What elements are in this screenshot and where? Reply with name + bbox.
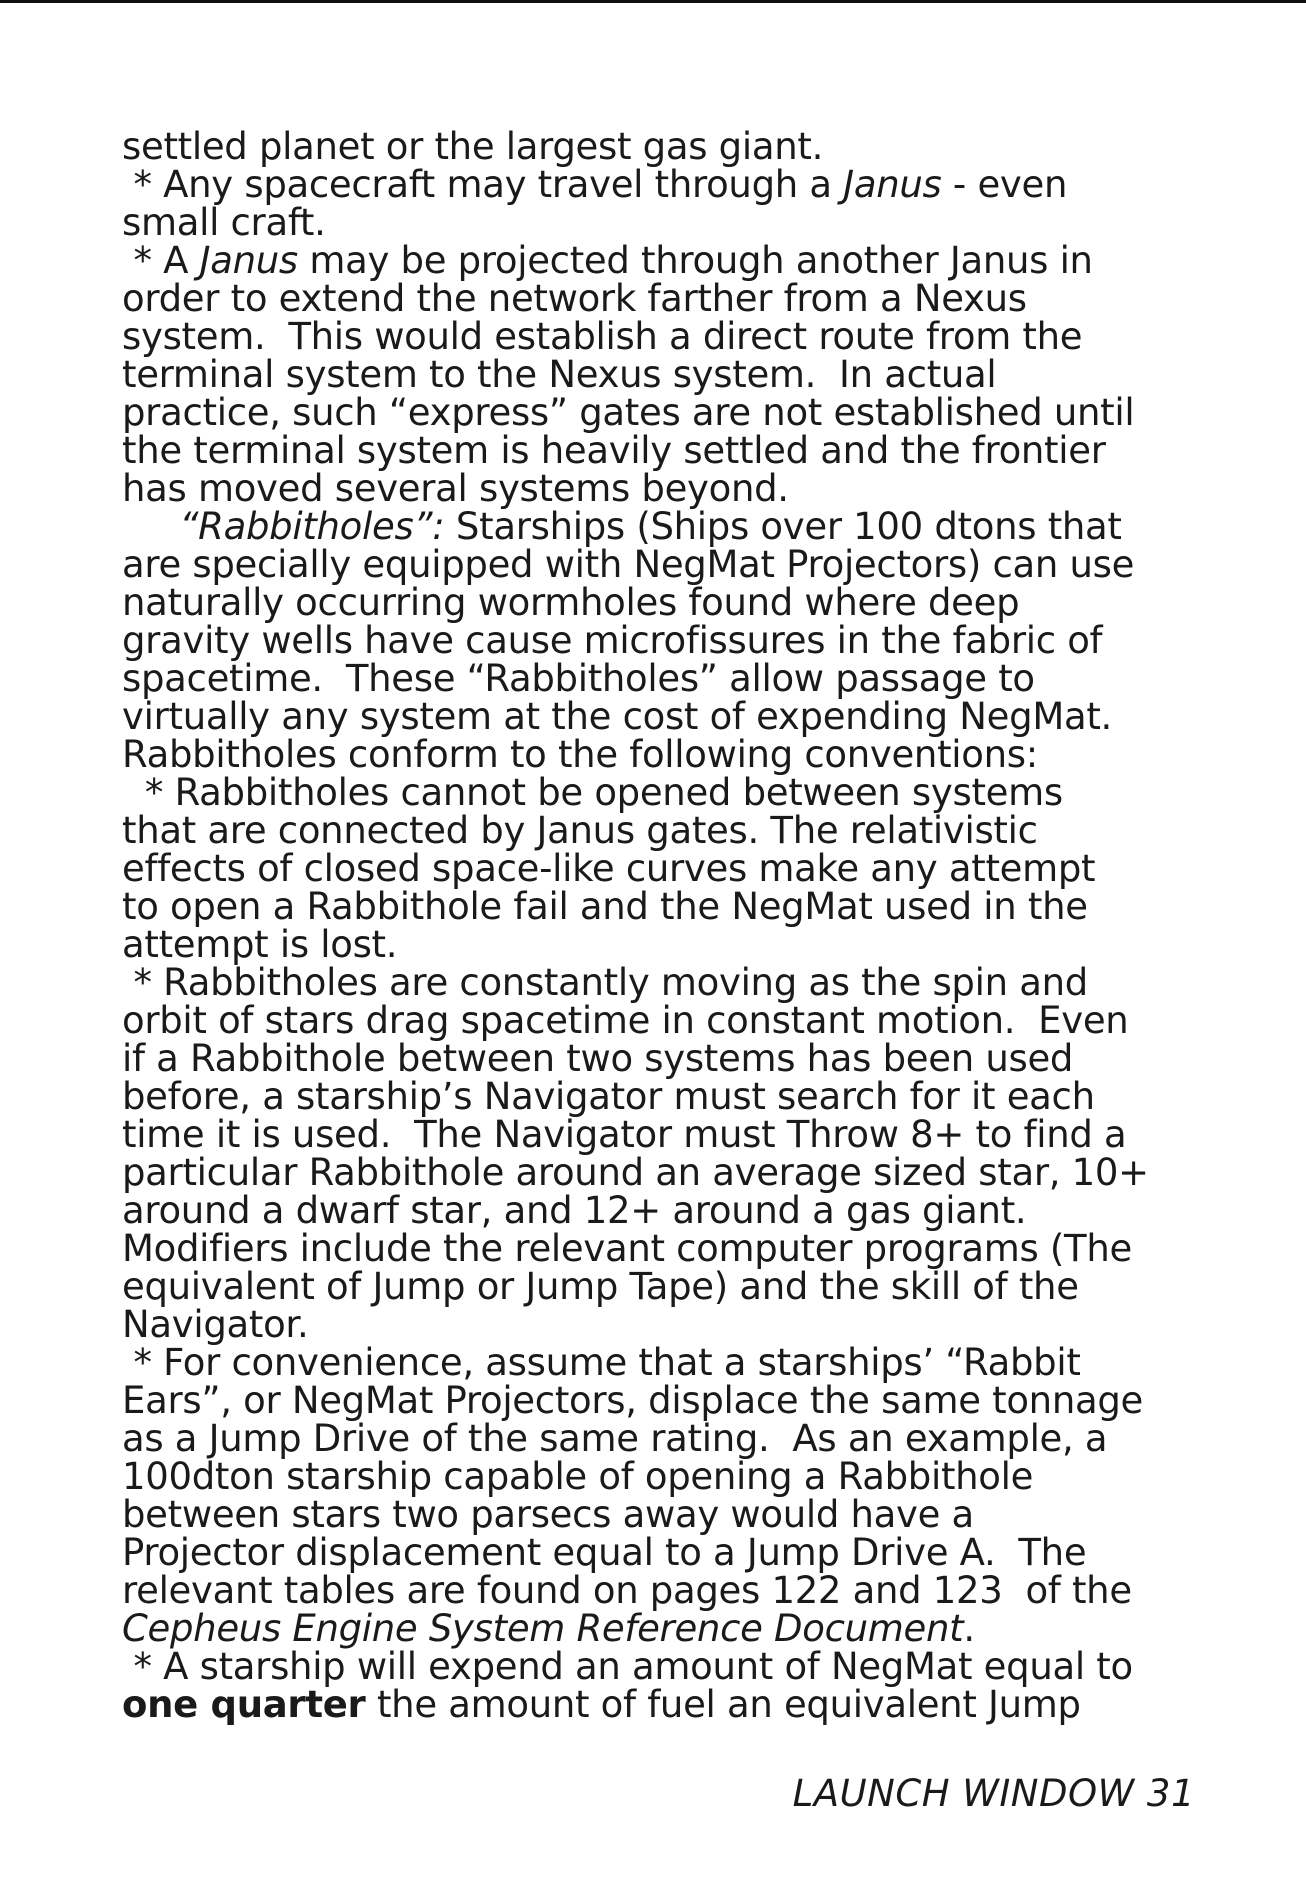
text-line bbox=[122, 923, 1202, 966]
text-line bbox=[122, 885, 1202, 928]
text-line bbox=[122, 353, 1202, 396]
text-line bbox=[122, 543, 1202, 586]
text-segment: system. This would establish a direct route from the bbox=[122, 315, 1083, 358]
text-segment: that are connected by Janus gates. The relativistic bbox=[122, 809, 1038, 852]
text-segment: * Any spacecraft may travel through a bbox=[122, 163, 844, 206]
text-segment: Ears”, or NegMat Projectors, displace the same tonnage bbox=[122, 1379, 1143, 1422]
text-line bbox=[122, 1379, 1202, 1422]
text-segment: Starships (Ships over 100 dtons that bbox=[444, 505, 1122, 548]
text-segment: * A starship will expend an amount of NegMat equal to bbox=[122, 1645, 1133, 1688]
text-segment: orbit of stars drag spacetime in constant motion. Even bbox=[122, 999, 1129, 1042]
text-line bbox=[122, 1113, 1202, 1156]
text-segment: practice, such “express” gates are not established until bbox=[122, 391, 1135, 434]
text-segment: particular Rabbithole around an average sized star, 10+ bbox=[122, 1151, 1149, 1194]
text-line bbox=[122, 1531, 1202, 1574]
text-segment: 100dton starship capable of opening a Rabbithole bbox=[122, 1455, 1034, 1498]
text-line bbox=[122, 1151, 1202, 1194]
text-segment: one quarter bbox=[122, 1683, 366, 1726]
text-segment: small craft. bbox=[122, 201, 326, 244]
text-line bbox=[122, 581, 1202, 624]
text-segment: Rabbitholes conform to the following conventions: bbox=[122, 733, 1038, 776]
text-segment: attempt is lost. bbox=[122, 923, 398, 966]
text-line bbox=[122, 657, 1202, 700]
text-line bbox=[122, 277, 1202, 320]
text-line bbox=[122, 961, 1202, 1004]
text-segment: * For convenience, assume that a starships’ “Rabbit bbox=[122, 1341, 1081, 1384]
text-segment: may be projected through another Janus in bbox=[297, 239, 1093, 282]
text-segment: spacetime. These “Rabbitholes” allow passage to bbox=[122, 657, 1035, 700]
text-line bbox=[122, 1303, 1202, 1346]
text-segment: terminal system to the Nexus system. In actual bbox=[122, 353, 997, 396]
text-segment: to open a Rabbithole fail and the NegMat used in the bbox=[122, 885, 1088, 928]
text-segment: Janus bbox=[843, 163, 942, 206]
text-line bbox=[122, 1455, 1202, 1498]
text-segment: around a dwarf star, and 12+ around a gas giant. bbox=[122, 1189, 1027, 1232]
text-line bbox=[122, 163, 1202, 206]
text-segment: - even bbox=[941, 163, 1068, 206]
text-segment: gravity wells have cause microfissures in the fabric of bbox=[122, 619, 1103, 662]
text-segment: as a Jump Drive of the same rating. As an example, a bbox=[122, 1417, 1108, 1460]
text-line bbox=[122, 847, 1202, 890]
text-segment: relevant tables are found on pages 122 and 123 of the bbox=[122, 1569, 1132, 1612]
text-segment: effects of closed space-like curves make any attempt bbox=[122, 847, 1096, 890]
text-segment: Cepheus Engine System Reference Document bbox=[122, 1607, 964, 1650]
text-segment: are specially equipped with NegMat Projectors) can use bbox=[122, 543, 1135, 586]
text-line bbox=[122, 1189, 1202, 1232]
text-segment: “Rabbitholes”: bbox=[179, 505, 445, 548]
text-line bbox=[122, 429, 1202, 472]
text-line bbox=[122, 1075, 1202, 1118]
text-line bbox=[122, 1341, 1202, 1384]
text-line bbox=[122, 1683, 1202, 1726]
text-line bbox=[122, 999, 1202, 1042]
text-line bbox=[122, 239, 1202, 282]
text-segment: the terminal system is heavily settled and the frontier bbox=[122, 429, 1106, 472]
text-line bbox=[122, 695, 1202, 738]
text-segment: Modifiers include the relevant computer programs (The bbox=[122, 1227, 1132, 1270]
text-segment bbox=[122, 505, 179, 548]
text-line bbox=[122, 1227, 1202, 1270]
text-line bbox=[122, 733, 1202, 776]
text-segment: Navigator. bbox=[122, 1303, 309, 1346]
text-segment: . bbox=[963, 1607, 975, 1650]
text-segment: virtually any system at the cost of expending NegMat. bbox=[122, 695, 1112, 738]
text-segment: has moved several systems beyond. bbox=[122, 467, 789, 510]
top-rule bbox=[0, 0, 1306, 3]
text-line bbox=[122, 1417, 1202, 1460]
text-segment: between stars two parsecs away would have a bbox=[122, 1493, 974, 1536]
text-line bbox=[122, 771, 1202, 814]
text-segment: settled planet or the largest gas giant. bbox=[122, 125, 824, 168]
text-line bbox=[122, 315, 1202, 358]
text-line bbox=[122, 125, 1202, 168]
text-line bbox=[122, 467, 1202, 510]
text-segment: Janus bbox=[199, 239, 298, 282]
body-text bbox=[122, 125, 1202, 1726]
text-segment: order to extend the network farther from a Nexus bbox=[122, 277, 1027, 320]
page-footer: LAUNCH WINDOW 31 bbox=[792, 1772, 1195, 1815]
text-segment: time it is used. The Navigator must Throw 8+ to find a bbox=[122, 1113, 1127, 1156]
text-line bbox=[122, 1265, 1202, 1308]
text-segment: if a Rabbithole between two systems has been used bbox=[122, 1037, 1074, 1080]
text-segment: Projector displacement equal to a Jump Drive A. The bbox=[122, 1531, 1087, 1574]
text-segment: the amount of fuel an equivalent Jump bbox=[365, 1683, 1081, 1726]
text-segment: * Rabbitholes are constantly moving as the spin and bbox=[122, 961, 1088, 1004]
text-segment: * Rabbitholes cannot be opened between systems bbox=[122, 771, 1063, 814]
text-line bbox=[122, 1607, 1202, 1650]
text-line bbox=[122, 1569, 1202, 1612]
text-segment: before, a starship’s Navigator must search for it each bbox=[122, 1075, 1095, 1118]
text-line bbox=[122, 391, 1202, 434]
text-segment: equivalent of Jump or Jump Tape) and the skill of the bbox=[122, 1265, 1079, 1308]
text-line bbox=[122, 1493, 1202, 1536]
text-segment: naturally occurring wormholes found where deep bbox=[122, 581, 1020, 624]
text-line bbox=[122, 1037, 1202, 1080]
text-line bbox=[122, 809, 1202, 852]
text-segment: * A bbox=[122, 239, 200, 282]
text-line bbox=[122, 505, 1202, 548]
text-line bbox=[122, 1645, 1202, 1688]
text-line bbox=[122, 201, 1202, 244]
text-line bbox=[122, 619, 1202, 662]
